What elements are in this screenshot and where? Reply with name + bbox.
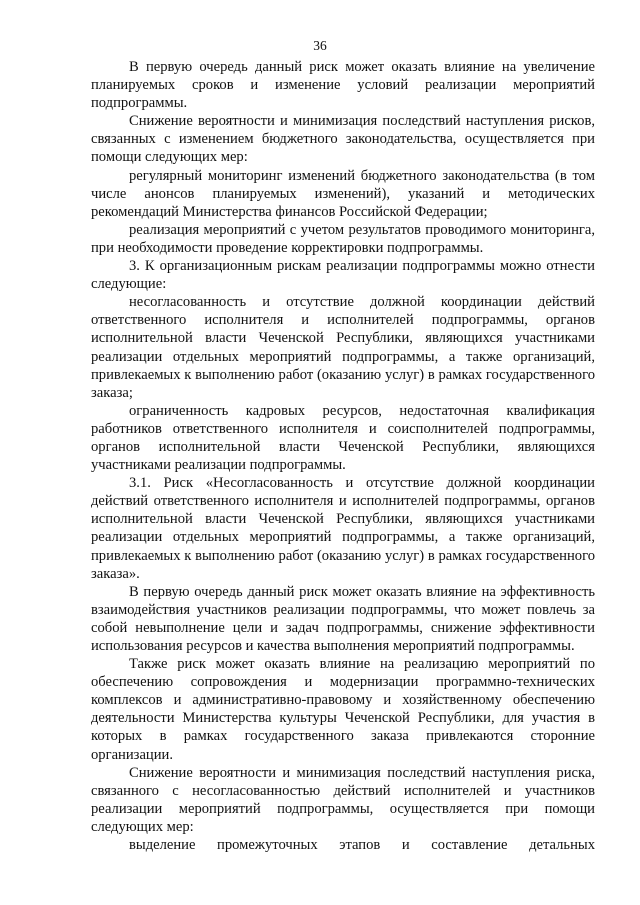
paragraph-coordination-mitigation: Снижение вероятности и минимизация последствий наступления риска, связанного с несогласованностью действий исполнителей и участников реализации мероприятий подпрограммы, осуществляется при помощи следующих мер: <box>91 764 595 835</box>
paragraph-budget-risk-mitigation: Снижение вероятности и минимизация последствий наступления рисков, связанных с изменением бюджетного законодательства, осуществляется при помощи следующих мер: <box>91 113 595 166</box>
paragraph-coordination-impact: В первую очередь данный риск может оказать влияние на эффективность взаимодействия участников реализации подпрограммы, что может повлечь за собой невыполнение цели и задач подпрограммы, снижение эффективности использования ресурсов и качества выполнения мероприятий подпрограммы. <box>91 583 595 654</box>
document-body <box>91 58 595 854</box>
paragraph-monitoring-adjustment: реализация мероприятий с учетом результатов проводимого мониторинга, при необходимости проведение корректировки подпрограммы. <box>91 221 595 256</box>
paragraph-legislation-monitoring: регулярный мониторинг изменений бюджетного законодательства (в том числе анонсов планируемых изменений), указаний и методических рекомендаций Министерства финансов Российской Федерации; <box>91 167 595 220</box>
page-number: 36 <box>313 38 327 53</box>
paragraph-risk-impact-timing: В первую очередь данный риск может оказать влияние на увеличение планируемых сроков и изменение условий реализации мероприятий подпрограммы. <box>91 59 595 112</box>
paragraph-staffing-risk: ограниченность кадровых ресурсов, недостаточная квалификация работников ответственного исполнителя и соисполнителей подпрограммы, органов исполнительной власти Чеченской Республики, являющихся участниками реализации подпрограммы. <box>91 402 595 474</box>
paragraph-coordination-risk: несогласованность и отсутствие должной координации действий ответственного исполнителя и исполнителей подпрограммы, органов исполнительной власти Чеченской Республики, являющихся участниками реализации отдельных мероприятий подпрограммы, а также организаций, привлекаемых к выполнению работ (оказанию услуг) в рамках государственного заказа; <box>91 294 595 401</box>
paragraph-ministry-impact: Также риск может оказать влияние на реализацию мероприятий по обеспечению сопровождения и модернизации программно-технических комплексов и административно-правовому и хозяйственному обеспечению деятельности Министерства культуры Чеченской Республики, для участия в которых в рамках государственного заказа привлекаются сторонние организации. <box>91 656 595 763</box>
paragraph-organizational-risks: 3. К организационным рискам реализации подпрограммы можно отнести следующие: <box>91 258 595 293</box>
paragraph-risk-3-1: 3.1. Риск «Несогласованность и отсутствие должной координации действий ответственного исполнителя и исполнителей подпрограммы, органов исполнительной власти Чеченской Республики, являющихся участниками реализации отдельных мероприятий подпрограммы, а также организаций, привлекаемых к выполнению работ (оказанию услуг) в рамках государственного заказа». <box>91 475 595 582</box>
paragraph-interim-stages: выделение промежуточных этапов и составление детальных <box>129 837 595 854</box>
